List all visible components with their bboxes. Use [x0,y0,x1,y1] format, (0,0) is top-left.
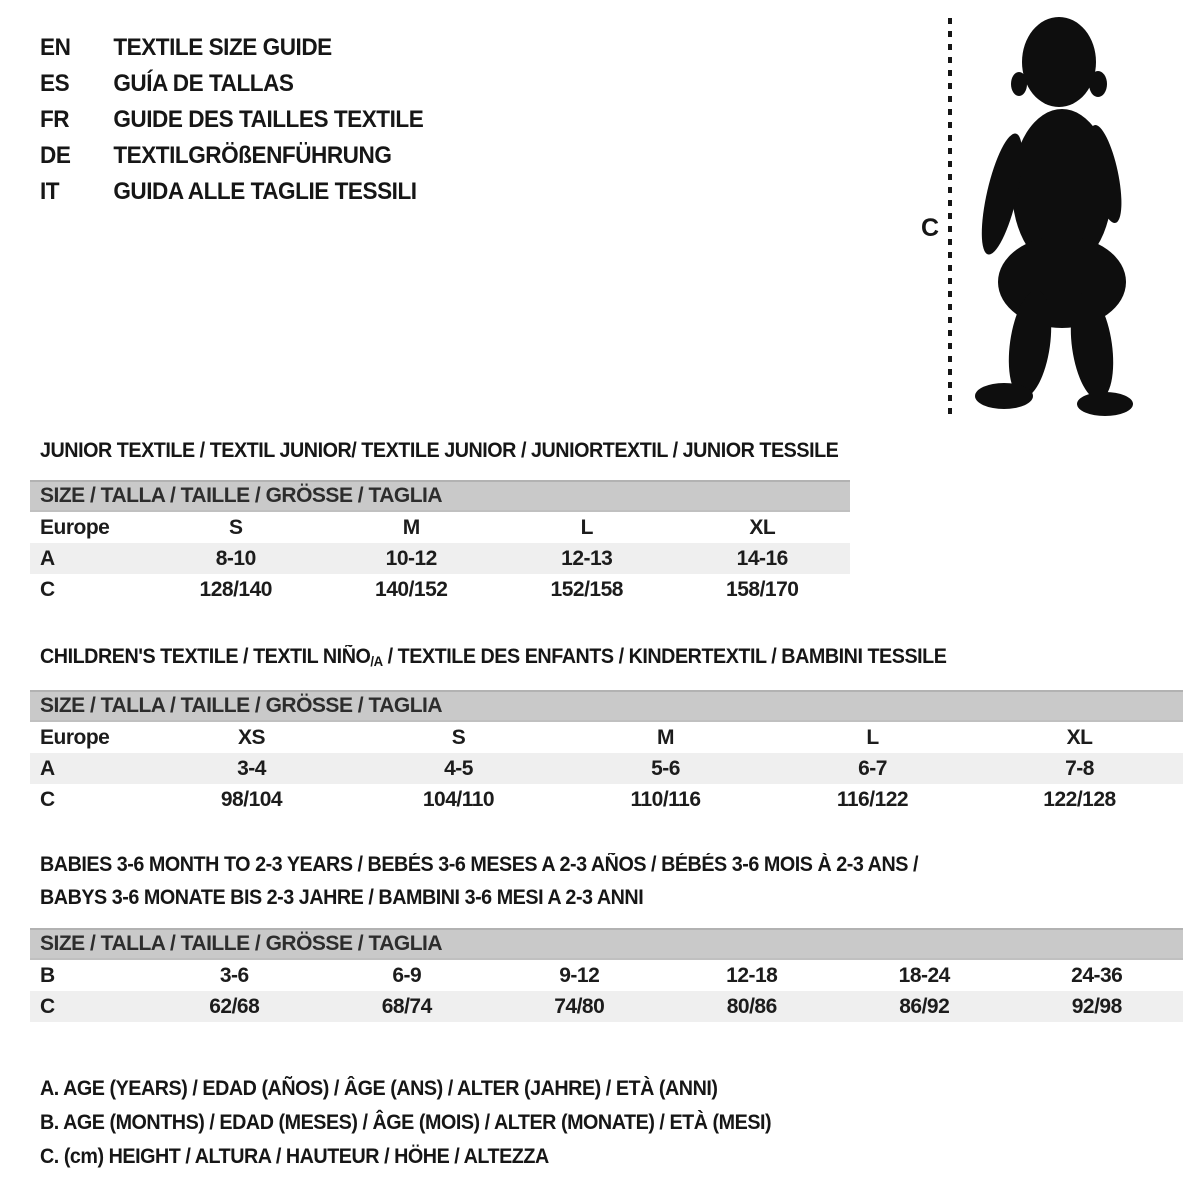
row-label: Europe [40,725,110,749]
children-section-title [40,640,946,675]
table-row-height [30,784,1183,815]
language-title: GUIDE DES TAILLES TEXTILE [113,106,424,133]
height-cell: 74/80 [554,994,605,1018]
size-cell: M [657,725,674,749]
row-label: A [40,546,55,570]
size-header-bar: SIZE / TALLA / TAILLE / GRÖSSE / TAGLIA [30,691,1183,721]
table-row-europe [30,721,1183,753]
age-cell: 7-8 [1065,756,1094,780]
height-cell: 122/128 [1043,787,1116,811]
size-header-bar: SIZE / TALLA / TAILLE / GRÖSSE / TAGLIA [30,929,1183,959]
babies-title-line2: BABYS 3-6 MONATE BIS 2-3 JAHRE / BAMBINI 3-6 MESI A 2-3 ANNI [40,886,644,909]
age-cell: 6-7 [858,756,887,780]
children-title-suffix: / TEXTILE DES ENFANTS / KINDERTEXTIL / BAMBINI TESSILE [382,645,947,668]
height-cell: 140/152 [375,577,448,601]
size-cell: S [228,515,243,539]
table-row-height [30,574,850,605]
babies-section-title [40,848,918,914]
table-row-age [30,753,1183,784]
row-label: C [40,787,55,811]
height-measure-dashed-line [948,18,952,414]
height-cell: 158/170 [726,577,799,601]
language-code: IT [40,178,60,205]
height-cell: 86/92 [899,994,950,1018]
babies-size-table [30,928,1183,1022]
table-row-age [30,543,850,574]
language-row-fr [40,102,423,138]
height-cell: 116/122 [836,787,909,811]
height-cell: 104/110 [422,787,495,811]
language-code: EN [40,34,71,61]
footnotes [40,1072,771,1174]
months-cell: 3-6 [219,963,249,987]
children-size-table [30,690,1183,815]
language-row-es [40,66,423,102]
size-header-row [30,691,1183,721]
months-cell: 12-18 [726,963,778,987]
language-title: GUÍA DE TALLAS [113,70,294,97]
age-cell: 4-5 [444,756,473,780]
size-cell: XL [1066,725,1093,749]
babies-title-line1: BABIES 3-6 MONTH TO 2-3 YEARS / BEBÉS 3-6 MESES A 2-3 AÑOS / BÉBÉS 3-6 MOIS À 2-3 ANS / [40,853,918,876]
language-row-de [40,138,423,174]
toddler-silhouette-icon [962,14,1140,418]
age-cell: 10-12 [385,546,437,570]
language-code: ES [40,70,70,97]
language-title-list [40,30,423,210]
row-label: C [40,577,55,601]
junior-size-table [30,480,850,605]
age-cell: 5-6 [651,756,680,780]
months-cell: 18-24 [898,963,950,987]
size-header-row [30,929,1183,959]
row-label: A [40,756,55,780]
language-title: GUIDA ALLE TAGLIE TESSILI [113,178,417,205]
age-cell: 3-4 [237,756,266,780]
language-row-en [40,30,423,66]
language-row-it [40,174,423,210]
language-title: TEXTILGRÖßENFÜHRUNG [113,142,392,169]
height-cell: 110/116 [630,787,701,811]
height-cell: 92/98 [1071,994,1122,1018]
size-cell: S [451,725,466,749]
row-label: Europe [40,515,110,539]
size-header-bar: SIZE / TALLA / TAILLE / GRÖSSE / TAGLIA [30,481,850,511]
height-cell: 68/74 [381,994,432,1018]
months-cell: 9-12 [559,963,600,987]
height-measure-label: C [920,214,940,242]
size-cell: L [580,515,593,539]
height-cell: 98/104 [220,787,283,811]
months-cell: 6-9 [392,963,422,987]
table-row-months [30,959,1183,991]
footnote-b-age-months: B. AGE (MONTHS) / EDAD (MESES) / ÂGE (MOIS) / ALTER (MONATE) / ETÀ (MESI) [40,1111,772,1134]
size-cell: L [866,725,879,749]
height-cell: 62/68 [209,994,260,1018]
language-code: DE [40,142,71,169]
language-code: FR [40,106,70,133]
age-cell: 8-10 [215,546,256,570]
children-title-subscript: /A [370,653,383,669]
size-cell: M [402,515,420,539]
children-title-prefix: CHILDREN'S TEXTILE / TEXTIL NIÑO [40,645,371,668]
height-cell: 128/140 [199,577,272,601]
height-cell: 152/158 [550,577,623,601]
months-cell: 24-36 [1071,963,1123,987]
table-row-europe [30,511,850,543]
size-cell: XL [749,515,776,539]
footnote-c-height-cm: C. (cm) HEIGHT / ALTURA / HAUTEUR / HÖHE / ALTEZZA [40,1145,549,1168]
table-row-height [30,991,1183,1022]
footnote-a-age-years: A. AGE (YEARS) / EDAD (AÑOS) / ÂGE (ANS) / ALTER (JAHRE) / ETÀ (ANNI) [40,1077,718,1100]
size-cell: XS [237,725,265,749]
language-title: TEXTILE SIZE GUIDE [113,34,332,61]
junior-section-title: JUNIOR TEXTILE / TEXTIL JUNIOR/ TEXTILE JUNIOR / JUNIORTEXTIL / JUNIOR TESSILE [40,439,839,462]
age-cell: 12-13 [561,546,613,570]
height-cell: 80/86 [726,994,777,1018]
row-label: B [40,963,55,987]
size-header-row [30,481,850,511]
row-label: C [40,994,55,1018]
age-cell: 14-16 [736,546,788,570]
